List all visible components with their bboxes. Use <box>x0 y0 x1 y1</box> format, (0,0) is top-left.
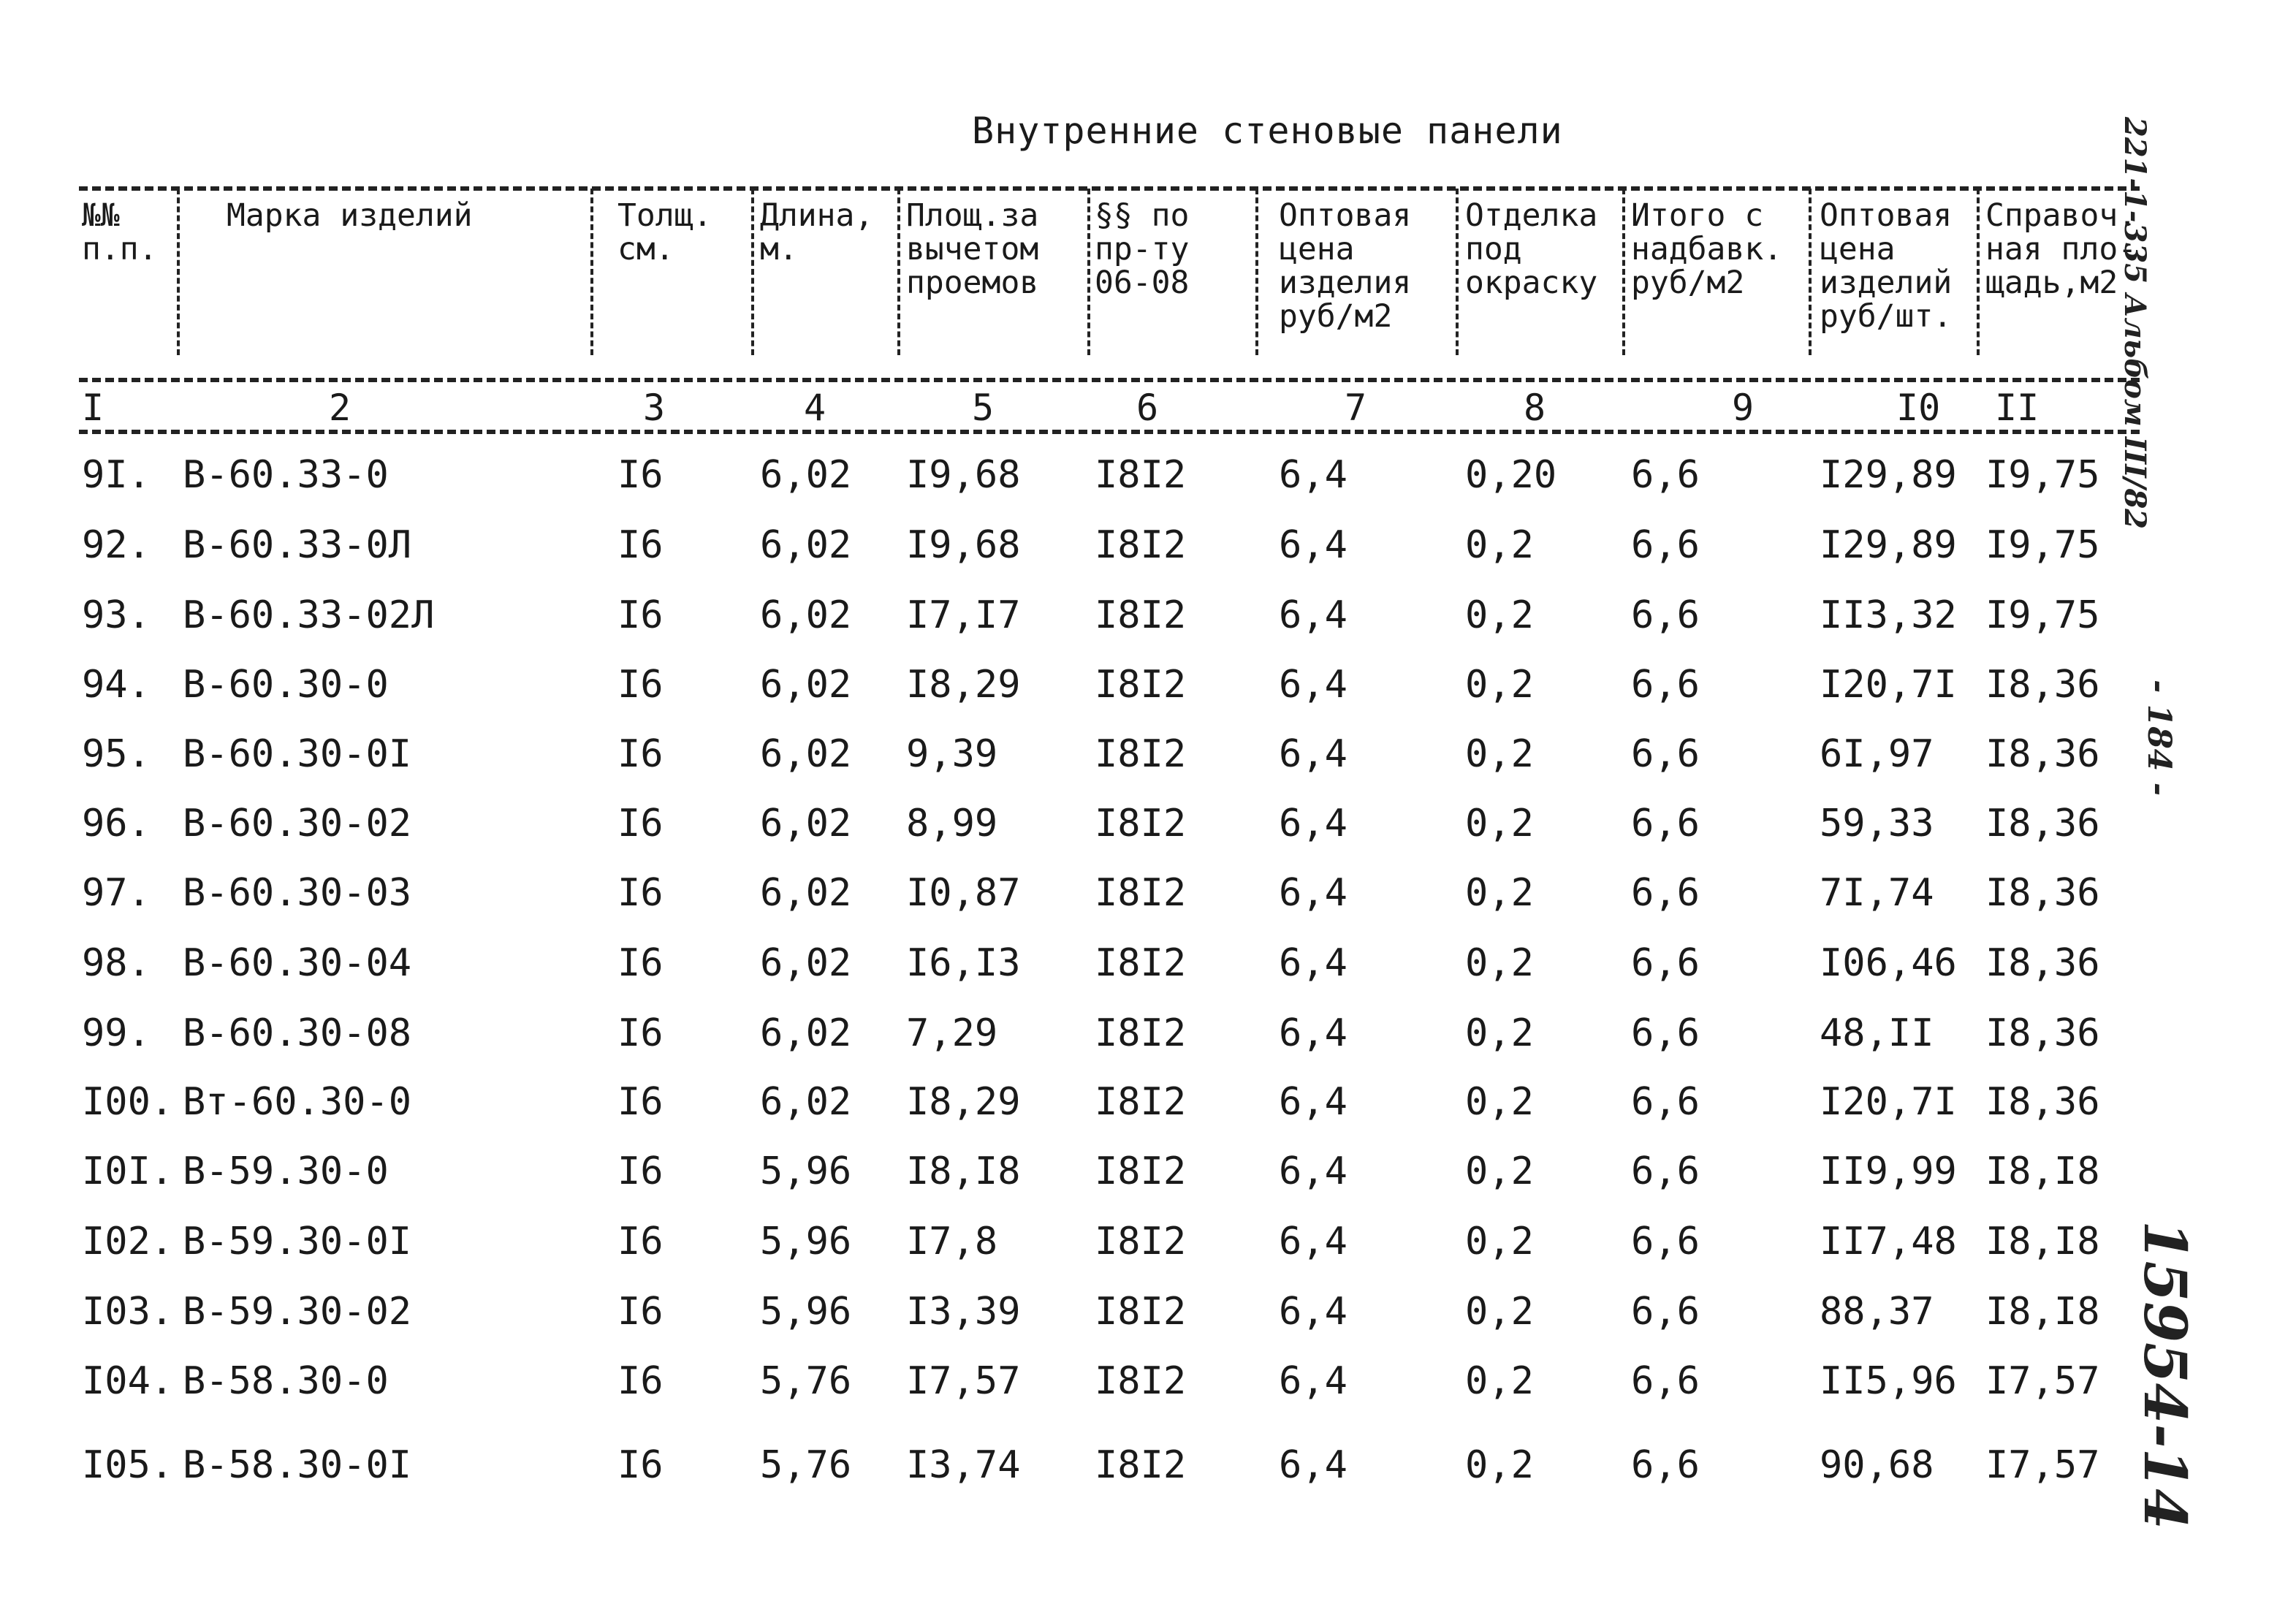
table-cell: 6,6 <box>1631 941 1700 985</box>
table-cell: II5,96 <box>1820 1359 1957 1403</box>
table-cell: I8,36 <box>1985 732 2100 776</box>
column-numbers-rule <box>79 430 2140 434</box>
table-cell: 88,37 <box>1820 1290 1934 1334</box>
column-header: Оптовая цена изделий руб/шт. <box>1820 197 1953 335</box>
table-cell: I04. <box>82 1359 174 1403</box>
column-header: Справоч. ная пло- щадь,м2 <box>1985 197 2137 301</box>
table-cell: 0,2 <box>1465 1359 1534 1403</box>
table-cell: 6,02 <box>760 732 852 776</box>
table-cell: 6,4 <box>1279 941 1347 985</box>
table-cell: В-60.30-02 <box>183 802 412 845</box>
column-number: 5 <box>972 387 995 429</box>
column-number: II <box>1995 387 2040 429</box>
column-header: Марка изделий <box>227 197 473 234</box>
table-cell: 6,4 <box>1279 523 1347 567</box>
table-cell: 0,2 <box>1465 1443 1534 1487</box>
table-cell: В-60.30-08 <box>183 1011 412 1055</box>
table-cell: I6 <box>617 593 664 637</box>
page-title: Внутренние стеновые панели <box>972 110 1563 152</box>
table-cell: 6,02 <box>760 941 852 985</box>
table-cell: 6,4 <box>1279 1443 1347 1487</box>
table-cell: 6,4 <box>1279 732 1347 776</box>
table-cell: I6 <box>617 453 664 497</box>
table-cell: 95. <box>82 732 151 776</box>
table-cell: I6 <box>617 941 664 985</box>
table-cell: 6,4 <box>1279 1220 1347 1263</box>
table-cell: I8I2 <box>1095 871 1187 915</box>
table-cell: 8,99 <box>906 802 998 845</box>
table-cell: 99. <box>82 1011 151 1055</box>
table-cell: 6,02 <box>760 593 852 637</box>
table-cell: 0,2 <box>1465 1080 1534 1124</box>
table-cell: I8,I8 <box>1985 1149 2100 1193</box>
table-cell: 6,6 <box>1631 523 1700 567</box>
table-cell: 6,6 <box>1631 453 1700 497</box>
header-bottom-rule <box>79 378 2140 382</box>
page-number: - 184 - <box>2140 680 2178 797</box>
table-cell: I8,29 <box>906 1080 1021 1124</box>
table-cell: I0,87 <box>906 871 1021 915</box>
table-cell: 6,6 <box>1631 1359 1700 1403</box>
table-cell: В-60.33-02Л <box>183 593 435 637</box>
table-cell: Вт-60.30-0 <box>183 1080 412 1124</box>
table-cell: 6,02 <box>760 1080 852 1124</box>
table-cell: 5,96 <box>760 1290 852 1334</box>
header-top-rule <box>79 186 2140 191</box>
column-number: I0 <box>1896 387 1941 429</box>
table-cell: I8I2 <box>1095 453 1187 497</box>
table-cell: I6 <box>617 1220 664 1263</box>
table-cell: I6 <box>617 1149 664 1193</box>
table-cell: I8,36 <box>1985 1080 2100 1124</box>
column-number: 6 <box>1136 387 1159 429</box>
table-cell: I06,46 <box>1820 941 1957 985</box>
table-cell: 6,4 <box>1279 453 1347 497</box>
table-cell: 9I. <box>82 453 151 497</box>
table-cell: 6,6 <box>1631 1080 1700 1124</box>
table-cell: I8I2 <box>1095 593 1187 637</box>
table-cell: 7I,74 <box>1820 871 1934 915</box>
column-header: Толщ. см. <box>617 197 712 267</box>
table-cell: I8I2 <box>1095 1443 1187 1487</box>
table-cell: 6,02 <box>760 523 852 567</box>
header-column-separator <box>1087 189 1090 355</box>
table-cell: 0,2 <box>1465 1149 1534 1193</box>
table-cell: I9,75 <box>1985 593 2100 637</box>
table-cell: 6,4 <box>1279 1149 1347 1193</box>
table-cell: 5,76 <box>760 1359 852 1403</box>
table-cell: I7,I7 <box>906 593 1021 637</box>
header-column-separator <box>1456 189 1459 355</box>
table-cell: I8I2 <box>1095 1290 1187 1334</box>
table-cell: 6,6 <box>1631 1290 1700 1334</box>
table-cell: 6,6 <box>1631 663 1700 707</box>
table-cell: 93. <box>82 593 151 637</box>
table-cell: I3,39 <box>906 1290 1021 1334</box>
table-cell: 98. <box>82 941 151 985</box>
table-cell: 94. <box>82 663 151 707</box>
table-cell: I9,68 <box>906 453 1021 497</box>
table-cell: 0,2 <box>1465 802 1534 845</box>
table-cell: 96. <box>82 802 151 845</box>
table-cell: В-59.30-0 <box>183 1149 389 1193</box>
table-cell: I9,75 <box>1985 453 2100 497</box>
table-cell: В-60.33-0 <box>183 453 389 497</box>
table-cell: I6 <box>617 1290 664 1334</box>
table-cell: 0,2 <box>1465 523 1534 567</box>
table-cell: II7,48 <box>1820 1220 1957 1263</box>
table-cell: 6,6 <box>1631 1149 1700 1193</box>
table-cell: I29,89 <box>1820 523 1957 567</box>
table-cell: 6,6 <box>1631 802 1700 845</box>
table-cell: 0,20 <box>1465 453 1557 497</box>
table-cell: 6,4 <box>1279 1290 1347 1334</box>
table-cell: I8I2 <box>1095 732 1187 776</box>
table-cell: I7,8 <box>906 1220 998 1263</box>
column-header: Длина, м. <box>760 197 874 267</box>
table-cell: I8I2 <box>1095 802 1187 845</box>
header-column-separator <box>590 189 593 355</box>
table-cell: I8I2 <box>1095 1359 1187 1403</box>
table-cell: 6,6 <box>1631 593 1700 637</box>
header-column-separator <box>1255 189 1258 355</box>
table-cell: I20,7I <box>1820 663 1957 707</box>
table-cell: 6,4 <box>1279 1080 1347 1124</box>
table-cell: I03. <box>82 1290 174 1334</box>
table-cell: 0,2 <box>1465 1011 1534 1055</box>
table-cell: I8,36 <box>1985 941 2100 985</box>
table-cell: 0,2 <box>1465 1290 1534 1334</box>
table-cell: 6,6 <box>1631 732 1700 776</box>
table-cell: 6,6 <box>1631 1443 1700 1487</box>
table-cell: I6 <box>617 1359 664 1403</box>
column-header: Площ.за вычетом проемов <box>906 197 1039 301</box>
table-cell: 6I,97 <box>1820 732 1934 776</box>
table-cell: 6,02 <box>760 453 852 497</box>
table-cell: В-58.30-0I <box>183 1443 412 1487</box>
column-number: 4 <box>804 387 826 429</box>
table-cell: 6,02 <box>760 663 852 707</box>
column-number: 3 <box>643 387 666 429</box>
table-cell: II3,32 <box>1820 593 1957 637</box>
table-cell: I8I2 <box>1095 523 1187 567</box>
table-cell: В-60.30-0I <box>183 732 412 776</box>
table-cell: I6,I3 <box>906 941 1021 985</box>
table-cell: I6 <box>617 523 664 567</box>
album-reference: 221-1-335 Альбом III/82 <box>2118 117 2152 530</box>
table-cell: I7,57 <box>1985 1359 2100 1403</box>
column-header: №№ п.п. <box>82 197 158 267</box>
table-cell: 0,2 <box>1465 593 1534 637</box>
table-cell: 90,68 <box>1820 1443 1934 1487</box>
table-cell: 0,2 <box>1465 732 1534 776</box>
table-cell: 6,4 <box>1279 1011 1347 1055</box>
table-cell: I9,75 <box>1985 523 2100 567</box>
column-number: 7 <box>1345 387 1367 429</box>
table-cell: В-59.30-02 <box>183 1290 412 1334</box>
table-cell: I8I2 <box>1095 1149 1187 1193</box>
table-cell: I6 <box>617 871 664 915</box>
table-cell: В-60.30-03 <box>183 871 412 915</box>
table-cell: 59,33 <box>1820 802 1934 845</box>
header-column-separator <box>1622 189 1625 355</box>
table-cell: 92. <box>82 523 151 567</box>
table-cell: 5,96 <box>760 1149 852 1193</box>
column-number: 8 <box>1524 387 1546 429</box>
table-cell: I05. <box>82 1443 174 1487</box>
column-header: Оптовая цена изделия руб/м2 <box>1279 197 1412 335</box>
column-number: 9 <box>1732 387 1755 429</box>
column-number: I <box>82 387 104 429</box>
header-column-separator <box>177 189 180 355</box>
table-cell: I8,36 <box>1985 871 2100 915</box>
table-cell: 0,2 <box>1465 663 1534 707</box>
table-cell: В-60.30-0 <box>183 663 389 707</box>
table-cell: 0,2 <box>1465 1220 1534 1263</box>
table-cell: I20,7I <box>1820 1080 1957 1124</box>
header-column-separator <box>1977 189 1980 355</box>
table-cell: II9,99 <box>1820 1149 1957 1193</box>
table-cell: I00. <box>82 1080 174 1124</box>
table-cell: 6,6 <box>1631 871 1700 915</box>
header-column-separator <box>1809 189 1812 355</box>
table-cell: В-58.30-0 <box>183 1359 389 1403</box>
table-cell: В-59.30-0I <box>183 1220 412 1263</box>
table-cell: I8,36 <box>1985 663 2100 707</box>
table-cell: I8I2 <box>1095 941 1187 985</box>
table-cell: I8,I8 <box>906 1149 1021 1193</box>
table-cell: I8,I8 <box>1985 1220 2100 1263</box>
table-cell: I8,I8 <box>1985 1290 2100 1334</box>
table-cell: I8I2 <box>1095 1011 1187 1055</box>
table-cell: I8,29 <box>906 663 1021 707</box>
table-cell: 6,02 <box>760 871 852 915</box>
table-cell: I8I2 <box>1095 1080 1187 1124</box>
table-cell: 6,4 <box>1279 1359 1347 1403</box>
table-cell: 0,2 <box>1465 941 1534 985</box>
table-cell: I6 <box>617 663 664 707</box>
header-column-separator <box>751 189 754 355</box>
table-cell: I8I2 <box>1095 1220 1187 1263</box>
table-cell: I6 <box>617 732 664 776</box>
table-cell: 48,II <box>1820 1011 1934 1055</box>
table-cell: 6,4 <box>1279 871 1347 915</box>
table-cell: I02. <box>82 1220 174 1263</box>
table-cell: I8,36 <box>1985 802 2100 845</box>
table-cell: 5,76 <box>760 1443 852 1487</box>
table-cell: 6,6 <box>1631 1220 1700 1263</box>
table-cell: 6,02 <box>760 1011 852 1055</box>
table-cell: 6,4 <box>1279 663 1347 707</box>
table-cell: I9,68 <box>906 523 1021 567</box>
document-code: 15954-14 <box>2131 1220 2200 1529</box>
table-cell: I6 <box>617 1443 664 1487</box>
table-cell: 6,6 <box>1631 1011 1700 1055</box>
column-header: §§ по пр-ту 06-08 <box>1095 197 1190 301</box>
table-cell: 97. <box>82 871 151 915</box>
table-cell: 6,4 <box>1279 593 1347 637</box>
column-header: Итого с надбавк. руб/м2 <box>1631 197 1783 301</box>
table-cell: I8I2 <box>1095 663 1187 707</box>
table-cell: 5,96 <box>760 1220 852 1263</box>
table-cell: 7,29 <box>906 1011 998 1055</box>
table-cell: I6 <box>617 1011 664 1055</box>
table-cell: I0I. <box>82 1149 174 1193</box>
table-cell: 6,4 <box>1279 802 1347 845</box>
table-cell: I3,74 <box>906 1443 1021 1487</box>
table-cell: I6 <box>617 1080 664 1124</box>
table-cell: I29,89 <box>1820 453 1957 497</box>
table-cell: I7,57 <box>1985 1443 2100 1487</box>
table-cell: I7,57 <box>906 1359 1021 1403</box>
column-number: 2 <box>329 387 351 429</box>
table-cell: 9,39 <box>906 732 998 776</box>
column-header: Отделка под окраску <box>1465 197 1598 301</box>
table-cell: В-60.33-0Л <box>183 523 412 567</box>
table-cell: 0,2 <box>1465 871 1534 915</box>
table-cell: I6 <box>617 802 664 845</box>
header-column-separator <box>897 189 900 355</box>
table-cell: В-60.30-04 <box>183 941 412 985</box>
table-cell: I8,36 <box>1985 1011 2100 1055</box>
table-cell: 6,02 <box>760 802 852 845</box>
